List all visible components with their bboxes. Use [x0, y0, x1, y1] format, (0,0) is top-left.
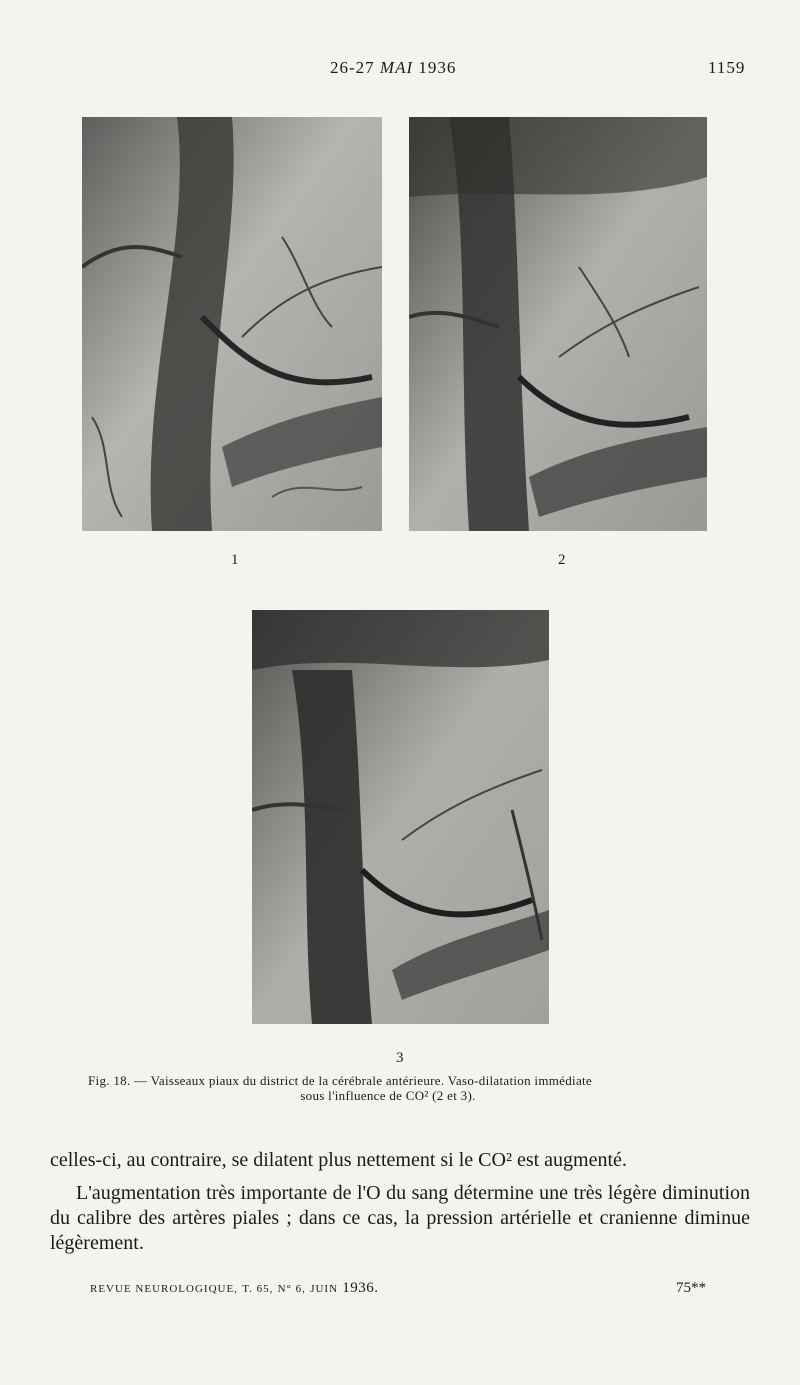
paragraph-2: L'augmentation très importante de l'O du sang détermine une très légère diminution du calibre des artères piales ; dans ce cas, la pression artérielle et cranienne diminue légèrement. — [50, 1182, 750, 1254]
page-number: 1159 — [708, 58, 746, 77]
figure-photo-2 — [409, 117, 707, 531]
caption-line-1: Fig. 18. — Vaisseaux piaux du district de la cérébrale antérieure. Vaso-dilatation immédiate — [88, 1073, 593, 1088]
figure-photo-3 — [252, 610, 549, 1024]
printer-signature: 75** — [676, 1280, 706, 1296]
paragraph-1: celles-ci, au contraire, se dilatent plus nettement si le CO² est augmenté. — [50, 1149, 627, 1171]
figure-caption — [88, 1073, 728, 1103]
panel-label-1: 1 — [231, 552, 239, 568]
journal-citation: REVUE NEUROLOGIQUE, T. 65, N° 6, JUIN 1936. — [90, 1280, 379, 1296]
panel-label-3: 3 — [396, 1050, 404, 1066]
header-date: 26-27 MAI 1936 — [330, 58, 457, 77]
caption-line-2: sous l'influence de CO² (2 et 3). — [300, 1088, 476, 1103]
body-text — [50, 1148, 750, 1256]
panel-label-2: 2 — [558, 552, 566, 568]
page-footer — [0, 1280, 800, 1302]
running-header — [0, 58, 800, 80]
figure-photo-1 — [82, 117, 382, 531]
